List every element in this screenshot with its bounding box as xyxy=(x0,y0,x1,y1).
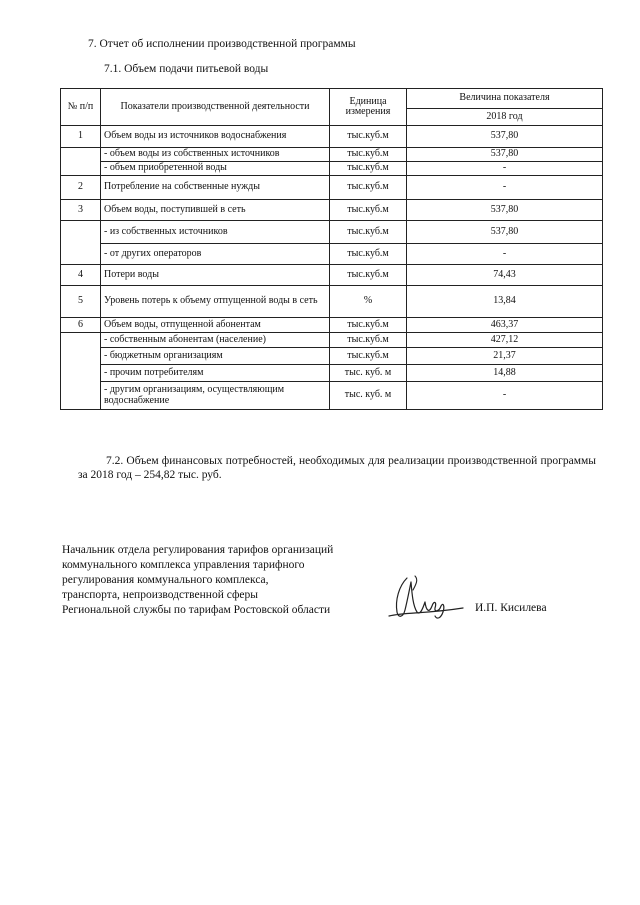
row-indicator: Объем воды, поступившей в сеть xyxy=(101,200,330,221)
row-indicator: - объем воды из собственных источников xyxy=(101,148,330,162)
row-num: 2 xyxy=(61,176,101,200)
row-unit: тыс. куб. м xyxy=(330,382,407,410)
row-value: - xyxy=(407,162,603,176)
row-indicator: Уровень потерь к объему отпущенной воды в сеть xyxy=(101,286,330,318)
row-unit: тыс.куб.м xyxy=(330,318,407,333)
table-row xyxy=(61,365,603,382)
position-line: транспорта, непроизводственной сферы xyxy=(62,589,258,601)
row-indicator: - собственным абонентам (население) xyxy=(101,333,330,348)
table-row xyxy=(61,176,603,200)
section-title: 7. Отчет об исполнении производственной программы xyxy=(88,38,356,50)
header-year: 2018 год xyxy=(407,109,603,126)
row-indicator: Объем воды из источников водоснабжения xyxy=(101,126,330,148)
table-row xyxy=(61,221,603,244)
row-num: 1 xyxy=(61,126,101,148)
row-unit: тыс.куб.м xyxy=(330,265,407,286)
row-value: 463,37 xyxy=(407,318,603,333)
row-value: - xyxy=(407,382,603,410)
row-unit: тыс.куб.м xyxy=(330,126,407,148)
row-num: 5 xyxy=(61,286,101,318)
row-num xyxy=(61,333,101,410)
row-indicator: - из собственных источников xyxy=(101,221,330,244)
header-unit: Единица измерения xyxy=(330,89,407,126)
row-indicator: Потери воды xyxy=(101,265,330,286)
table-row xyxy=(61,265,603,286)
signatory-position xyxy=(62,543,333,618)
row-unit: тыс.куб.м xyxy=(330,200,407,221)
row-unit: тыс.куб.м xyxy=(330,348,407,365)
header-num: № п/п xyxy=(61,89,101,126)
row-indicator: Объем воды, отпущенной абонентам xyxy=(101,318,330,333)
row-indicator: - другим организациям, осуществляющим водоснабжение xyxy=(101,382,330,410)
handwritten-signature xyxy=(385,572,465,624)
row-unit: тыс.куб.м xyxy=(330,162,407,176)
header-indicator: Показатели производственной деятельности xyxy=(101,89,330,126)
row-num: 3 xyxy=(61,200,101,221)
row-unit: тыс.куб.м xyxy=(330,176,407,200)
table-row xyxy=(61,244,603,265)
row-value: 74,43 xyxy=(407,265,603,286)
financial-needs-paragraph: 7.2. Объем финансовых потребностей, необходимых для реализации производственной программы за 2018 год – 254,82 тыс. руб. xyxy=(78,455,596,481)
row-value: 427,12 xyxy=(407,333,603,348)
row-num: 6 xyxy=(61,318,101,333)
row-unit: тыс.куб.м xyxy=(330,221,407,244)
row-value: - xyxy=(407,176,603,200)
row-num: 4 xyxy=(61,265,101,286)
row-unit: тыс. куб. м xyxy=(330,365,407,382)
table-row xyxy=(61,200,603,221)
water-supply-table xyxy=(60,88,603,410)
table-row xyxy=(61,348,603,365)
row-num xyxy=(61,148,101,176)
position-line: Начальник отдела регулирования тарифов организаций xyxy=(62,544,334,556)
row-value: 13,84 xyxy=(407,286,603,318)
row-unit: тыс.куб.м xyxy=(330,148,407,162)
table-row xyxy=(61,162,603,176)
row-value: 14,88 xyxy=(407,365,603,382)
header-value: Величина показателя xyxy=(407,89,603,109)
row-unit: тыс.куб.м xyxy=(330,333,407,348)
row-value: 537,80 xyxy=(407,200,603,221)
table-row xyxy=(61,382,603,410)
row-value: 537,80 xyxy=(407,126,603,148)
row-unit: % xyxy=(330,286,407,318)
row-value: 537,80 xyxy=(407,148,603,162)
position-line: регулирования коммунального комплекса, xyxy=(62,574,269,586)
row-value: 21,37 xyxy=(407,348,603,365)
position-line: Региональной службы по тарифам Ростовской области xyxy=(62,604,331,616)
row-value: 537,80 xyxy=(407,221,603,244)
row-num xyxy=(61,221,101,265)
row-indicator: - прочим потребителям xyxy=(101,365,330,382)
row-indicator: - бюджетным организациям xyxy=(101,348,330,365)
row-indicator: - от других операторов xyxy=(101,244,330,265)
subsection-title: 7.1. Объем подачи питьевой воды xyxy=(104,63,269,75)
table-row xyxy=(61,286,603,318)
row-indicator: Потребление на собственные нужды xyxy=(101,176,330,200)
table-row xyxy=(61,318,603,333)
signatory-name: И.П. Кисилева xyxy=(475,602,547,614)
row-value: - xyxy=(407,244,603,265)
table-row xyxy=(61,333,603,348)
row-indicator: - объем приобретенной воды xyxy=(101,162,330,176)
table-row xyxy=(61,126,603,148)
position-line: коммунального комплекса управления тарифного xyxy=(62,559,305,571)
table-row xyxy=(61,148,603,162)
row-unit: тыс.куб.м xyxy=(330,244,407,265)
